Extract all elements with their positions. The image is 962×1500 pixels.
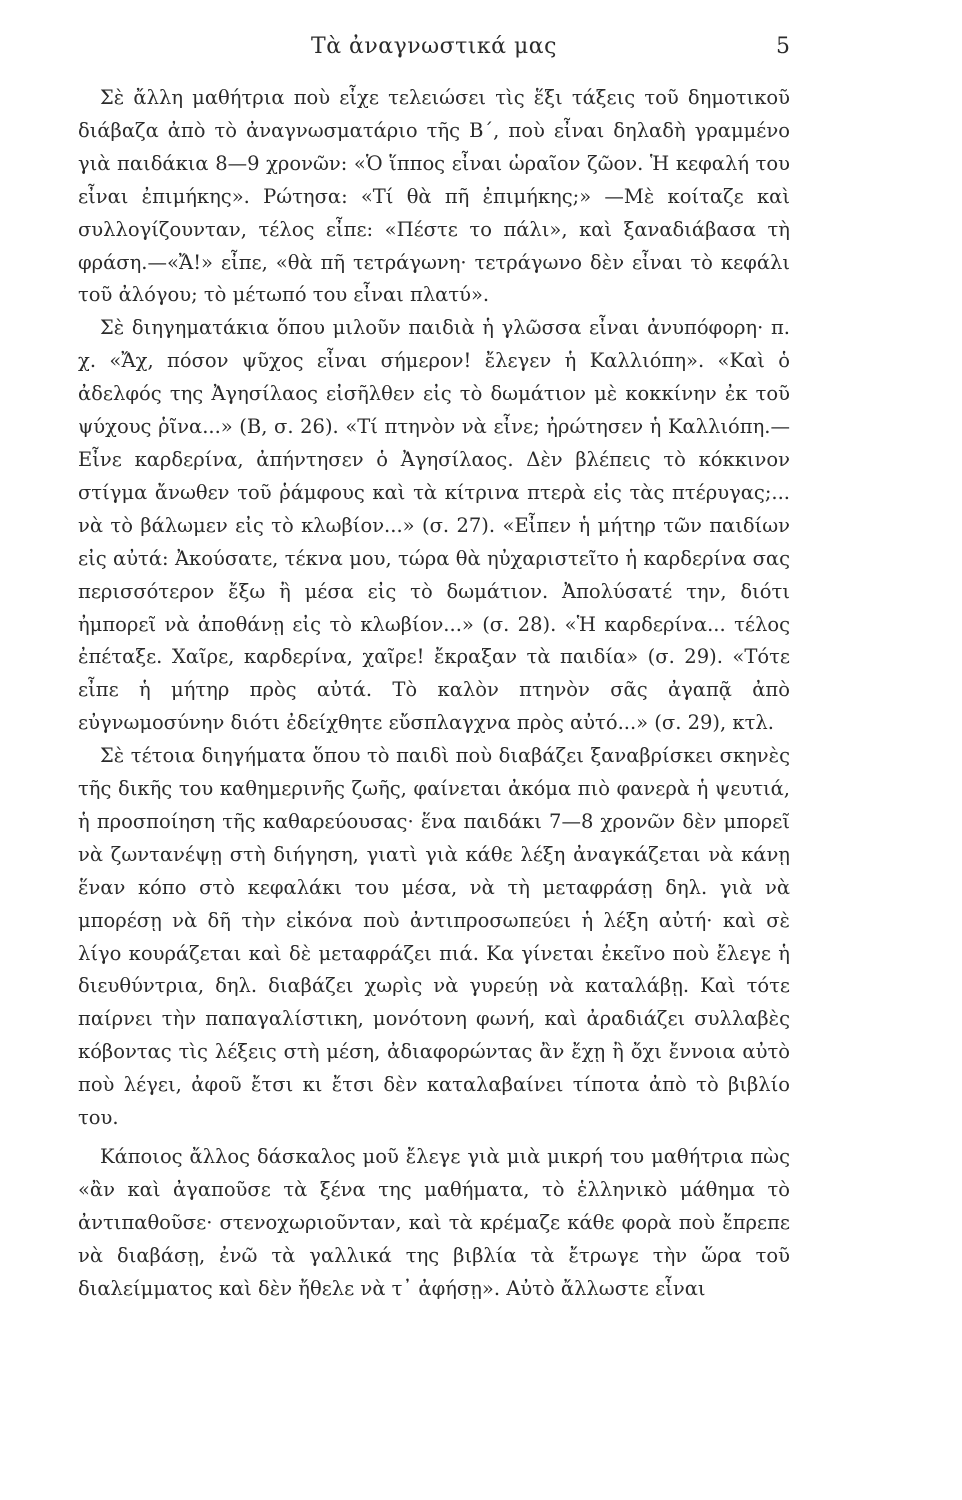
paragraph-2: Σὲ διηγηματάκια ὅπου μιλοῦν παιδιὰ ἡ γλῶσσα εἶναι ἀνυπόφορη· π. χ. «Ἄχ, πόσον ψῦχος εἶναι σήμερον! ἔλεγεν ἡ Καλλιόπη». «Καὶ ὁ ἀδελφός της Ἀγησίλαος εἰσῆλθεν εἰς τὸ δωμάτιον μὲ κοκκίνην ἐκ τοῦ ψύχους ῥῖνα...» (Β, σ. 26). «Τί πτηνὸν νὰ εἶνε; ἠρώτησεν ἡ Καλλιόπη.— Εἶνε καρδερίνα, ἀπήντησεν ὁ Ἀγησίλαος. Δὲν βλέπεις τὸ κόκκινον στίγμα ἄνωθεν τοῦ ῥάμφους καὶ τὰ κίτρινα πτερὰ εἰς τὰς πτέρυγας;... νὰ τὸ βάλωμεν εἰς τὸ κλωβίον...» (σ. 27). «Εἶπεν ἡ μήτηρ τῶν παιδίων εἰς αὐτά: Ἀκούσατε, τέκνα μου, τώρα θὰ ηὐχαριστεῖτο ἡ καρδερίνα σας περισσότερον ἔξω ἢ μέσα εἰς τὸ δωμάτιον. Ἀπολύσατέ την, διότι ἠμπορεῖ νὰ ἀποθάνῃ εἰς τὸ κλωβίον...» (σ. 28). «Ἡ καρδερίνα... τέλος ἐπέταξε. Χαῖρε, καρδερίνα, χαῖρε! ἔκραξαν τὰ παιδία» (σ. 29). «Τότε εἶπε ἡ μήτηρ πρὸς αὐτά. Τὸ καλὸν πτηνὸν σᾶς ἀγαπᾷ ἀπὸ εὐγνωμοσύνην διότι ἐδείχθητε εὔσπλαγχνα πρὸς αὐτό...» (σ. 29), κτλ. bbox=[78, 316, 790, 735]
page-number: 5 bbox=[776, 34, 790, 59]
paragraph-1: Σὲ ἄλλη μαθήτρια ποὺ εἶχε τελειώσει τὶς ἕξι τάξεις τοῦ δημοτικοῦ διάβαζα ἀπὸ τὸ ἀναγνωσματάριο τῆς Β΄, ποὺ εἶναι δηλαδὴ γραμμένο γιὰ παιδάκια 8—9 χρονῶν: «Ὁ ἵππος εἶναι ὡραῖον ζῶον. Ἡ κεφαλή του εἶναι ἐπιμήκης». Ρώτησα: «Τί θὰ πῆ ἐπιμήκης;» —Μὲ κοίταζε καὶ συλλογίζουνταν, τέλος εἶπε: «Πέστε το πάλι», καὶ ξαναδιάβασα τὴ φράση.—«Ἄ!» εἶπε, «θὰ πῆ τετράγωνη· τετράγωνο δὲν εἶναι τὸ κεφάλι τοῦ ἀλόγου; τὸ μέτωπό του εἶναι πλατύ». bbox=[78, 86, 790, 307]
running-title: Τὰ ἀναγνωστικά μας bbox=[311, 34, 557, 59]
body-text bbox=[78, 82, 790, 1307]
running-head bbox=[78, 34, 790, 64]
paragraph-4: Κάποιος ἄλλος δάσκαλος μοῦ ἔλεγε γιὰ μιὰ μικρή του μαθήτρια πὼς «ἂν καὶ ἀγαποῦσε τὰ ξένα της μαθήματα, τὸ ἑλληνικὸ μάθημα τὸ ἀντιπαθοῦσε· στενοχωριοῦνταν, καὶ τὰ κρέμαζε κάθε φορὰ ποὺ ἔπρεπε νὰ διαβάσῃ, ἐνῶ τὰ γαλλικά της βιβλία τὰ ἔτρωγε τὴν ὥρα τοῦ διαλείμματος καὶ δὲν ἤθελε νὰ τ᾿ ἀφήσῃ». Αὐτὸ ἄλλωστε εἶναι bbox=[78, 1145, 790, 1300]
paragraph-3: Σὲ τέτοια διηγήματα ὅπου τὸ παιδὶ ποὺ διαβάζει ξαναβρίσκει σκηνὲς τῆς δικῆς του καθημερινῆς ζωῆς, φαίνεται ἀκόμα πιὸ φανερὰ ἡ ψευτιά, ἡ προσποίηση τῆς καθαρεύουσας· ἕνα παιδάκι 7—8 χρονῶν δὲν μπορεῖ νὰ ζωντανέψῃ στὴ διήγηση, γιατὶ γιὰ κάθε λέξη ἀναγκάζεται νὰ κάνῃ ἕναν κόπο στὸ κεφαλάκι του μέσα, νὰ τὴ μεταφράσῃ δηλ. γιὰ νὰ μπορέσῃ νὰ δῆ τὴν εἰκόνα ποὺ ἀντιπροσωπεύει ἡ λέξη αὐτή· καὶ σὲ λίγο κουράζεται καὶ δὲ μεταφράζει πιά. Κα γίνεται ἐκεῖνο ποὺ ἔλεγε ἡ διευθύντρια, δηλ. διαβάζει χωρὶς νὰ γυρεύῃ νὰ καταλάβῃ. Καὶ τότε παίρνει τὴν παπαγαλίστικη, μονότονη φωνή, καὶ ἀραδιάζει συλλαβὲς κόβοντας τὶς λέξεις στὴ μέση, ἀδιαφορώντας ἂν ἔχῃ ἢ ὄχι ἔννοια αὐτὸ ποὺ λέγει, ἀφοῦ ἔτσι κι ἔτσι δὲν καταλαβαίνει τίποτα ἀπὸ τὸ βιβλίο του. bbox=[78, 744, 790, 1130]
